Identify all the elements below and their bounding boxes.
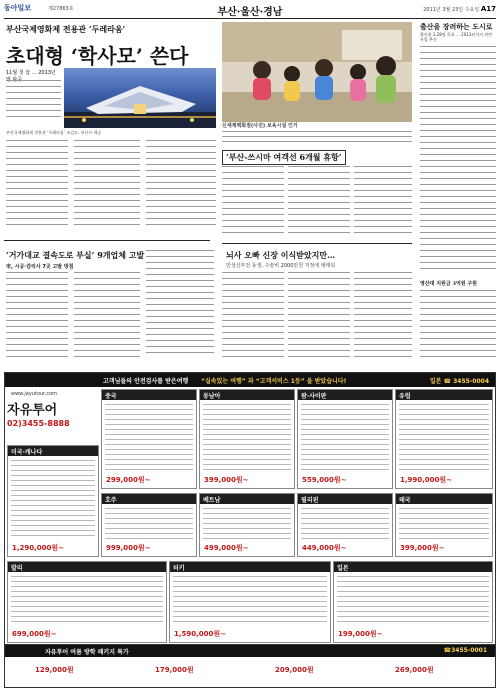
ad-cell-header	[8, 562, 166, 572]
article4-sub: 만성신부전 동생, 수술비 2000만원 걱정에 애태워	[226, 263, 336, 269]
ad-cell-header	[8, 446, 98, 456]
section-title: 부산·울산·경남	[217, 7, 283, 18]
ad-cell[interactable]	[169, 561, 331, 643]
ad-cell-header	[170, 562, 330, 572]
ad-cell[interactable]	[199, 389, 295, 489]
ad-cell-title: 태국	[399, 497, 411, 504]
ad-cell-title: 일본	[337, 565, 349, 572]
ad-cell-title: 괌·사이판	[301, 393, 327, 400]
ad-cell[interactable]	[297, 493, 393, 557]
ad-cell-text	[399, 508, 489, 544]
ad-cell-text	[203, 404, 291, 474]
ad-cell-title: 유럽	[399, 393, 411, 400]
ad-cell-header	[102, 390, 196, 400]
children-playing-image	[222, 22, 412, 122]
building-rendering-image	[64, 68, 216, 128]
travel-advertisement[interactable]	[4, 372, 496, 688]
lead-photo-caption: 부산국제영화제 전용관 ‘두레라움’ 조감도. 부산시 제공	[6, 130, 102, 135]
ad-brand-block	[7, 389, 97, 441]
ad-bottom-price: 209,000원	[275, 666, 314, 674]
ad-cell-header	[298, 494, 392, 504]
ad-cell-title: 호주	[105, 497, 117, 504]
ad-website: www.jayutour.com	[11, 391, 58, 397]
lead-body-col-2	[74, 140, 140, 232]
lead-kicker: 부산국제영화제 전용관 ‘두레라움’	[6, 24, 126, 34]
side-body-2	[420, 290, 496, 366]
date-and-page	[423, 5, 496, 13]
ad-cell-title: 필리핀	[301, 497, 319, 504]
side-headline: 출산을 장려하는 도시로	[420, 22, 493, 31]
ad-cell[interactable]	[297, 389, 393, 489]
ad-cell-price: 499,000원~	[204, 544, 249, 552]
ad-top-bar	[5, 373, 495, 387]
lead-sub: 11월 첫 삽 … 2013년	[6, 70, 56, 76]
masthead-rule	[4, 18, 496, 19]
ad-cell-price: 1,290,000원~	[12, 544, 65, 552]
ad-cell-header	[200, 390, 294, 400]
ad-bottom-banner[interactable]	[5, 644, 495, 687]
ad-cell-text	[337, 576, 489, 628]
ad-cell-title: 중국	[105, 393, 117, 400]
ad-cell-header	[298, 390, 392, 400]
ad-cell[interactable]	[333, 561, 493, 643]
ad-brand-logo: 자유투어	[7, 403, 58, 418]
ad-cell-text	[399, 404, 489, 474]
ad-cell-header	[102, 494, 196, 504]
ad-bottom-price: 129,000원	[35, 666, 74, 674]
ad-cell-text	[105, 508, 193, 544]
article4-headline: 뇌사 오빠 신장 이식받았지만…	[226, 250, 336, 260]
ad-cell-title: 미국·캐나다	[11, 449, 43, 456]
ad-cell-text	[301, 404, 389, 474]
article4-col-3	[354, 272, 412, 364]
ad-cell-text	[173, 576, 327, 628]
ad-cell-header	[334, 562, 492, 572]
side-subhead-2: 영산대 지원금 3억원 구원	[420, 281, 478, 287]
article3-col-1	[222, 166, 284, 240]
side-sub: 출산율 1.28명 목표 … 2013년까지 관련 사업 추진	[420, 32, 492, 42]
lead-photo	[64, 68, 216, 128]
lead-headline: 초대형 ‘학사모’ 쓴다	[6, 44, 189, 68]
article2-col-3	[146, 250, 214, 364]
lead-subhead-lines	[6, 80, 61, 126]
article2-sub: 市, 시공·감리사 7곳 고발 방침	[6, 264, 74, 270]
article2-col-2	[74, 272, 140, 364]
ad-bottom-bar	[5, 645, 495, 657]
ad-cell-header	[200, 494, 294, 504]
ad-cell-price: 299,000원~	[106, 476, 151, 484]
ad-top-left: 고객님들의 안전검사를 받은여행	[103, 378, 189, 385]
ad-cell[interactable]	[101, 493, 197, 557]
ad-top-right: 일본 ☎ 3455-0004	[429, 378, 489, 385]
ad-cell-price: 1,590,000원~	[174, 630, 227, 638]
ad-phone-number: 02)3455-8888	[7, 419, 70, 428]
ad-cell-price: 449,000원~	[302, 544, 347, 552]
ad-cell-title: 터키	[173, 565, 185, 572]
newspaper-logo: 동아일보	[4, 4, 32, 12]
ad-cell-price: 1,990,000원~	[400, 476, 453, 484]
ad-bottom-price: 269,000원	[395, 666, 434, 674]
ad-cell-text	[203, 508, 291, 544]
ad-bottom-price: 179,000원	[155, 666, 194, 674]
ad-bottom-phone: ☎3455-0001	[443, 647, 487, 654]
page-number: A17	[480, 5, 496, 13]
ad-cell[interactable]	[199, 493, 295, 557]
ad-bottom-title: 자유투어 여름 방학 패키지 특가	[45, 649, 129, 656]
ad-cell-text	[11, 460, 95, 540]
ad-cell-price: 559,000원~	[302, 476, 347, 484]
article2-col-1	[6, 272, 68, 364]
article3-col-3	[354, 166, 412, 240]
ad-cell-header	[396, 390, 492, 400]
ad-top-mid: “실속있는 여행” 과 “고객서비스 1등” 을 받았습니다!	[201, 378, 347, 385]
ad-cell-price: 999,000원~	[106, 544, 151, 552]
article4-col-1	[222, 272, 284, 364]
childcare-photo	[222, 22, 412, 122]
ad-cell[interactable]	[395, 493, 493, 557]
ad-cell-title: 동남아	[203, 393, 221, 400]
ad-cell-title: 발리	[11, 565, 23, 572]
ad-cell[interactable]	[395, 389, 493, 489]
ad-cell-price: 399,000원~	[400, 544, 445, 552]
masthead	[4, 3, 496, 17]
lead-body-col-3	[146, 140, 216, 232]
ad-cell-text	[105, 404, 193, 474]
side-body-1	[420, 46, 496, 278]
article4-col-2	[288, 272, 350, 364]
ad-cell-text	[301, 508, 389, 544]
ad-cell-text	[11, 576, 163, 628]
article3-col-2	[288, 166, 350, 240]
issue-date: 2011년 3월 23일 수요일	[423, 7, 480, 13]
childcare-caption-lines	[222, 131, 412, 145]
lead-body-col-1	[6, 140, 68, 232]
ad-cell[interactable]	[7, 561, 167, 643]
ad-cell-price: 199,000원~	[338, 630, 383, 638]
article3-headline: ‘부산-쓰시마 여객선 6개월 휴항’	[222, 150, 346, 165]
issue-number: 제27863호	[48, 6, 74, 12]
ad-cell-header	[396, 494, 492, 504]
ad-cell[interactable]	[7, 445, 99, 557]
section-rule-left	[4, 240, 210, 241]
ad-cell-title: 베트남	[203, 497, 221, 504]
section-rule-mid	[222, 243, 412, 244]
ad-cell[interactable]	[101, 389, 197, 489]
article2-headline: ‘거가대교 결속도로 부실’ 9개업체 고발	[6, 250, 145, 260]
ad-cell-price: 399,000원~	[204, 476, 249, 484]
childcare-photo-caption: 신세계백화점(사진) 보육시설 인기	[222, 123, 298, 129]
ad-cell-price: 699,000원~	[12, 630, 57, 638]
